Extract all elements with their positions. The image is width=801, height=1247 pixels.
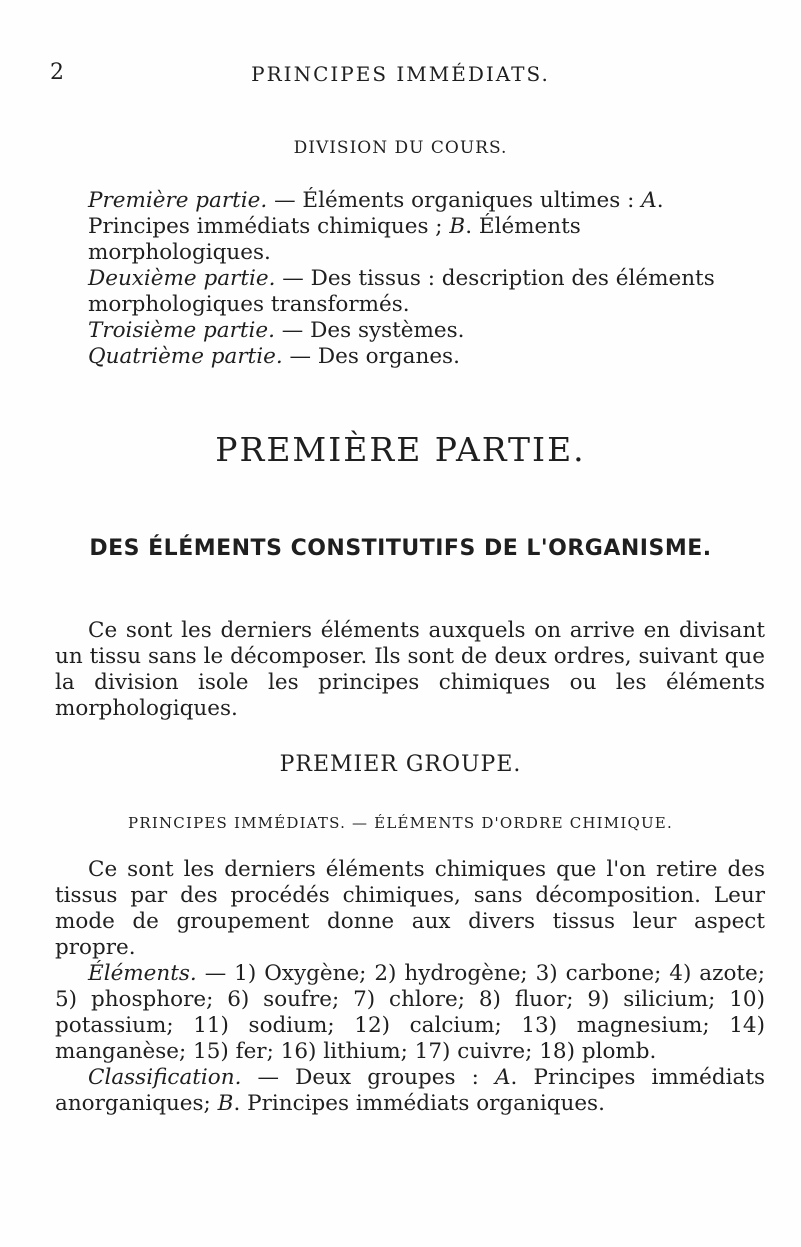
outline-text: — Des systèmes. [274,318,465,343]
outline-text: — Des organes. [282,344,460,369]
classification-text: . Principes immédiats anorganiques; [55,1065,765,1116]
elements-paragraph [55,961,765,1065]
outline-label: Deuxième partie. [88,266,276,291]
outline-b-label: B [449,214,466,239]
outline-text: — Éléments organiques ultimes : [267,188,642,213]
outline-b-text: . Éléments morphologiques. [88,214,581,265]
outline-label: Première partie. [88,188,268,213]
outline-item-2 [55,266,765,318]
outline-item-1 [55,188,765,266]
classification-b: B [217,1091,234,1116]
intro-paragraph: Ce sont les derniers éléments auxquels on arrive en divisant un tissu sans le décomposer. Ils sont de deux ordres, suivant que la division isole les principes chimiques ou les éléments morphologiques. [55,618,765,721]
part-title: PREMIÈRE PARTIE. [215,430,586,469]
classification-text: — Deux groupes : [241,1065,495,1090]
outline-a-text: . Principes immédiats chimiques ; [88,188,664,239]
group-subtitle: PRINCIPES IMMÉDIATS. — ÉLÉMENTS D'ORDRE CHIMIQUE. [128,814,673,832]
outline-text: — Des tissus : description des éléments morphologiques transformés. [88,266,715,317]
elements-label: Éléments. [88,961,197,986]
classification-a: A [495,1065,511,1090]
outline-item-4 [55,344,765,370]
outline-label: Troisième partie. [88,318,275,343]
running-title: PRINCIPES IMMÉDIATS. [251,62,550,86]
part-subtitle: DES ÉLÉMENTS CONSTITUTIFS DE L'ORGANISME. [89,536,712,561]
group-body [55,857,765,1117]
classification-paragraph [55,1065,765,1117]
outline-item-3 [55,318,765,344]
elements-text: — 1) Oxygène; 2) hydrogène; 3) carbone; 4) azote; 5) phosphore; 6) soufre; 7) chlore; 8) fluor; 9) silicium; 10) potassium; 11) sodium; 12) calcium; 13) magnesium; 14) manganèse; 15) fer; 16) lithium; 17) cuivre; 18) plomb. [55,961,765,1064]
running-head [0,60,801,90]
outline-label: Quatrième partie. [88,344,283,369]
classification-text: . Principes immédiats organiques. [233,1091,605,1116]
group-paragraph: Ce sont les derniers éléments chimiques que l'on retire des tissus par des procédés chimiques, sans décomposition. Leur mode de groupement donne aux divers tissus leur aspect propre. [55,857,765,960]
outline-a-label: A [641,188,657,213]
page-number: 2 [50,60,64,85]
division-heading: DIVISION DU COURS. [293,138,508,158]
course-outline [55,188,765,370]
classification-label: Classification. [88,1065,242,1090]
group-title: PREMIER GROUPE. [279,752,522,777]
